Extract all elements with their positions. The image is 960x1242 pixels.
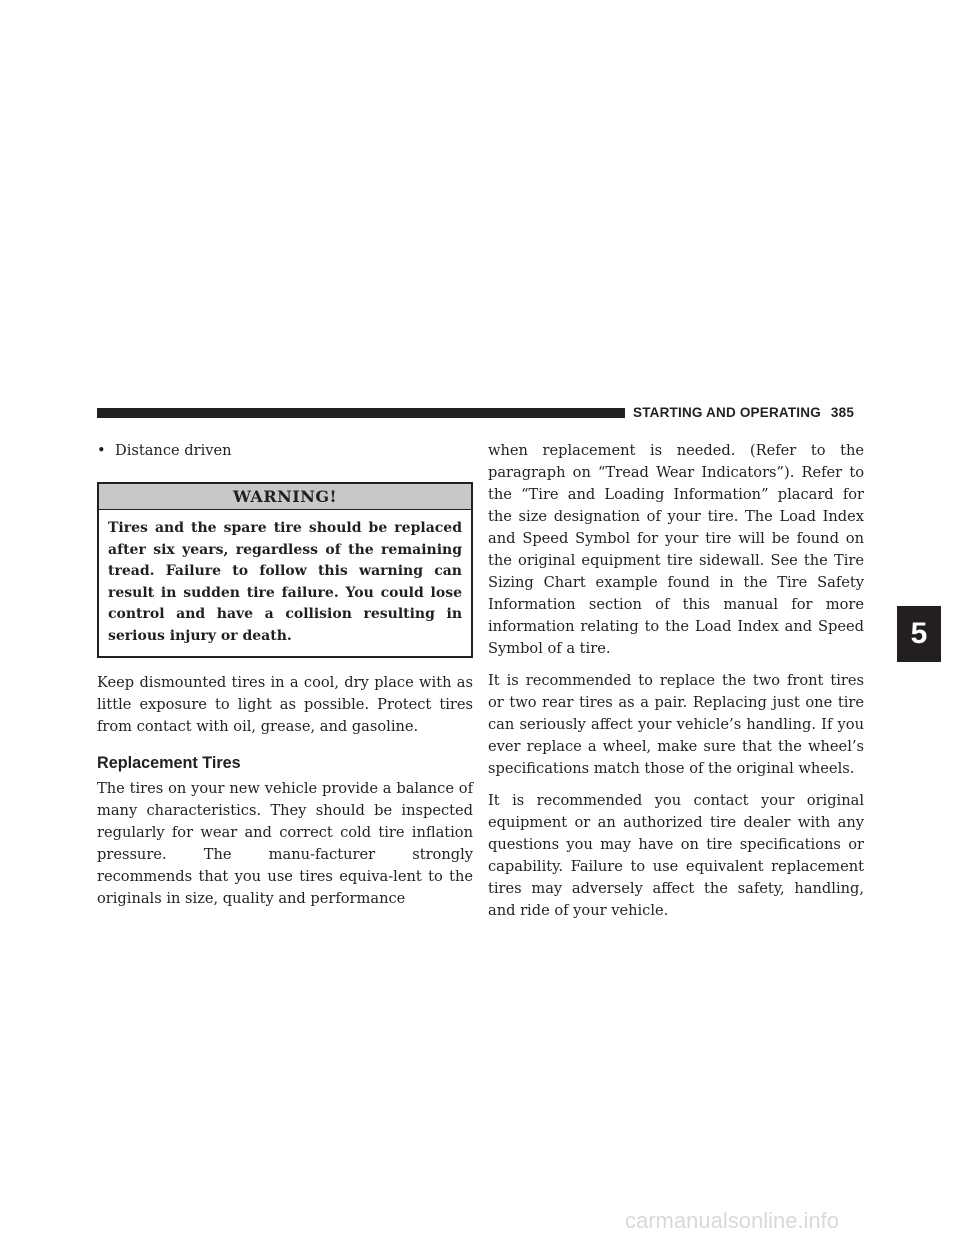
warning-box bbox=[97, 482, 473, 658]
paragraph-replacement-needed: when replacement is needed. (Refer to the paragraph on “Tread Wear Indicators”). Refer to the “Tire and Loading Information” placard for the size designation of your tire. The Load Index and Speed Symbol for your tire will be found on the original equipment tire sidewall. See the Tire Sizing Chart example found in the Tire Safety Information section of this manual for more information relating to the Load Index and Speed Symbol of a tire. bbox=[488, 442, 864, 657]
paragraph-replacement-tires: The tires on your new vehicle provide a balance of many characteristics. They should be inspected regularly for wear and correct cold tire inflation pressure. The manu-facturer strongly recommends that you use tires equiva-lent to the originals in size, quality and performance bbox=[97, 780, 473, 907]
paragraph-contact-dealer: It is recommended you contact your original equipment or an authorized tire dealer with any questions you may have on tire specifications or capability. Failure to use equivalent replacement tires may adversely affect the safety, handling, and ride of your vehicle. bbox=[488, 792, 864, 919]
header-rule bbox=[97, 408, 625, 418]
page-number: 385 bbox=[830, 405, 855, 420]
bullet-text: Distance driven bbox=[115, 442, 232, 459]
right-column bbox=[488, 440, 864, 932]
section-title: STARTING AND OPERATING bbox=[633, 405, 821, 420]
watermark: carmanualsonline.info bbox=[625, 1208, 840, 1233]
warning-text: Tires and the spare tire should be replaced after six years, regardless of the remaining tread. Failure to follow this warning can result in sudden tire failure. You could lose control and have a collision resulting in serious injury or death. bbox=[108, 520, 462, 644]
paragraph-replace-pair: It is recommended to replace the two front tires or two rear tires as a pair. Replacing just one tire can seriously affect your vehicle’s handling. If you ever replace a wheel, make sure that the wheel’s specifications match those of the original wheels. bbox=[488, 672, 864, 777]
bullet-item bbox=[97, 440, 473, 462]
running-header bbox=[633, 405, 873, 420]
replacement-tires-heading: Replacement Tires bbox=[97, 754, 241, 772]
bullet-icon: • bbox=[97, 442, 106, 459]
left-column bbox=[97, 440, 473, 920]
chapter-tab: 5 bbox=[897, 606, 941, 662]
paragraph-dismounted-tires: Keep dismounted tires in a cool, dry place with as little exposure to light as possible. Protect tires from contact with oil, grease, and gasoline. bbox=[97, 674, 473, 735]
warning-title: WARNING! bbox=[99, 484, 471, 510]
